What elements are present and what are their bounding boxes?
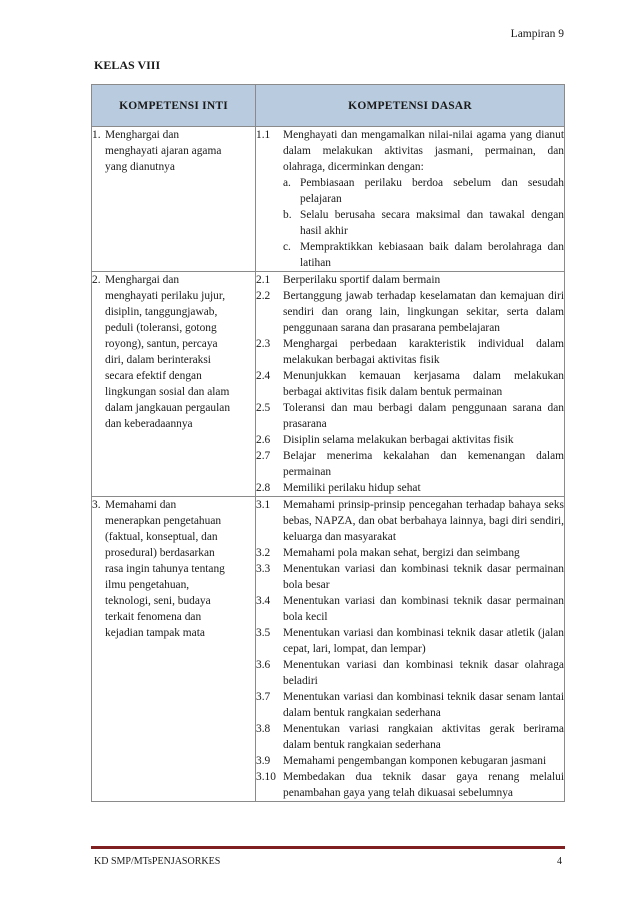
competency-item — [256, 400, 564, 432]
core-competency-cell — [92, 272, 256, 497]
competency-text: Berperilaku sportif dalam bermain — [283, 274, 441, 286]
competency-item — [256, 545, 564, 561]
competency-text: Memahami prinsip-prinsip pencegahan terhadap bahaya seks bebas, NAPZA, dan obat berbahaya lainnya, bagi diri sendiri, keluarga dan masyarakat — [283, 499, 564, 543]
basic-competency-cell — [256, 497, 565, 802]
competency-text: Menghayati dan mengamalkan nilai-nilai agama yang dianut dalam melakukan aktivitas jasmani, permainan, dan olahraga, dicerminkan dengan: — [283, 129, 564, 173]
competency-text: Menghargai perbedaan karakteristik individual dalam melakukan berbagai aktivitas fisik — [283, 338, 564, 366]
competency-number: 3.6 — [256, 659, 271, 671]
class-heading: KELAS VIII — [94, 58, 161, 72]
competency-number: 2.3 — [256, 338, 271, 350]
competency-text: Menentukan variasi dan kombinasi teknik dasar atletik (jalan cepat, lari, lompat, dan lempar) — [283, 627, 564, 655]
competency-item — [256, 336, 564, 368]
competency-number: 3.2 — [256, 547, 271, 559]
competency-item — [256, 769, 564, 801]
core-competency-text: Menghargai dan menghayati perilaku jujur, disiplin, tanggungjawab, peduli (toleransi, gotong royong), santun, percaya diri, dalam berinteraksi secara efektif dengan lingkungan sosial dan alam dalam jangkauan pergaulan dan keberadaannya — [105, 274, 231, 430]
subitem-letter: c. — [283, 241, 291, 253]
competency-item — [256, 593, 564, 625]
competency-table — [91, 84, 565, 802]
competency-text: Bertanggung jawab terhadap keselamatan dan kemajuan diri sendiri dan orang lain, lingkungan sekitar, serta dalam penggunaan sarana dan prasarana pembelajaran — [283, 290, 564, 334]
competency-text: Belajar menerima kekalahan dan kemenangan dalam permainan — [283, 450, 564, 478]
competency-item — [256, 288, 564, 336]
competency-number: 3.7 — [256, 691, 271, 703]
core-competency-number: 1. — [92, 129, 101, 141]
competency-item — [256, 272, 564, 288]
competency-number: 3.9 — [256, 755, 271, 767]
competency-number: 3.1 — [256, 499, 271, 511]
competency-item — [256, 448, 564, 480]
appendix-label: Lampiran 9 — [510, 28, 564, 40]
competency-item — [256, 368, 564, 400]
competency-item — [256, 689, 564, 721]
competency-item — [256, 480, 564, 496]
basic-competency-cell — [256, 272, 565, 497]
competency-number: 3.5 — [256, 627, 271, 639]
competency-text: Membedakan dua teknik dasar gaya renang melalui penambahan gaya yang telah dikuasai sebelumnya — [283, 771, 564, 799]
competency-number: 3.8 — [256, 723, 271, 735]
table-row — [92, 497, 565, 802]
competency-text: Memahami pengembangan komponen kebugaran jasmani — [283, 755, 547, 767]
competency-item — [256, 753, 564, 769]
column-header-kd: KOMPETENSI DASAR — [256, 85, 565, 127]
subitem-letter: a. — [283, 177, 291, 189]
page-number: 4 — [557, 856, 562, 867]
competency-text: Menentukan variasi dan kombinasi teknik dasar senam lantai dalam bentuk rangkaian sederhana — [283, 691, 564, 719]
core-competency-text: Memahami dan menerapkan pengetahuan (faktual, konseptual, dan prosedural) berdasarkan rasa ingin tahunya tentang ilmu pengetahuan, teknologi, seni, budaya terkait fenomena dan kejadian tampak mata — [105, 499, 225, 639]
competency-item — [256, 561, 564, 593]
competency-item — [256, 625, 564, 657]
competency-item — [256, 432, 564, 448]
competency-number: 3.4 — [256, 595, 271, 607]
competency-text: Menentukan variasi dan kombinasi teknik dasar olahraga beladiri — [283, 659, 564, 687]
competency-item — [256, 721, 564, 753]
competency-number: 2.4 — [256, 370, 271, 382]
competency-item — [256, 657, 564, 689]
competency-text: Memiliki perilaku hidup sehat — [283, 482, 421, 494]
table-header-row — [92, 85, 565, 127]
competency-text: Menentukan variasi dan kombinasi teknik dasar permainan bola besar — [283, 563, 564, 591]
competency-item — [256, 127, 564, 175]
competency-text: Toleransi dan mau berbagi dalam penggunaan sarana dan prasarana — [283, 402, 564, 430]
subitem-text: Pembiasaan perilaku berdoa sebelum dan sesudah pelajaran — [300, 177, 564, 205]
core-competency-number: 2. — [92, 274, 101, 286]
footer-divider — [91, 846, 565, 849]
competency-number: 3.3 — [256, 563, 271, 575]
competency-subitem — [283, 207, 564, 239]
core-competency-cell — [92, 127, 256, 272]
competency-number: 2.8 — [256, 482, 271, 494]
competency-subitem — [283, 175, 564, 207]
competency-text: Disiplin selama melakukan berbagai aktivitas fisik — [283, 434, 514, 446]
table-row — [92, 127, 565, 272]
competency-number: 1.1 — [256, 129, 271, 141]
table-row — [92, 272, 565, 497]
competency-text: Menunjukkan kemauan kerjasama dalam melakukan berbagai aktivitas fisik dalam bentuk permainan — [283, 370, 564, 398]
competency-number: 3.10 — [256, 771, 276, 783]
subitem-letter: b. — [283, 209, 292, 221]
competency-number: 2.7 — [256, 450, 271, 462]
competency-text: Memahami pola makan sehat, bergizi dan seimbang — [283, 547, 520, 559]
column-header-ki: KOMPETENSI INTI — [92, 85, 256, 127]
competency-item — [256, 497, 564, 545]
competency-text: Menentukan variasi rangkaian aktivitas gerak berirama dalam bentuk rangkaian sederhana — [283, 723, 564, 751]
basic-competency-cell — [256, 127, 565, 272]
footer-document-label: KD SMP/MTsPENJASORKES — [94, 856, 221, 867]
core-competency-cell — [92, 497, 256, 802]
competency-number: 2.2 — [256, 290, 271, 302]
subitem-text: Selalu berusaha secara maksimal dan tawakal dengan hasil akhir — [300, 209, 564, 237]
subitem-text: Mempraktikkan kebiasaan baik dalam berolahraga dan latihan — [300, 241, 564, 269]
competency-number: 2.5 — [256, 402, 271, 414]
core-competency-number: 3. — [92, 499, 101, 511]
competency-number: 2.6 — [256, 434, 271, 446]
competency-number: 2.1 — [256, 274, 271, 286]
competency-text: Menentukan variasi dan kombinasi teknik dasar permainan bola kecil — [283, 595, 564, 623]
core-competency-text: Menghargai dan menghayati ajaran agama yang dianutnya — [105, 129, 222, 173]
competency-subitem — [283, 239, 564, 271]
